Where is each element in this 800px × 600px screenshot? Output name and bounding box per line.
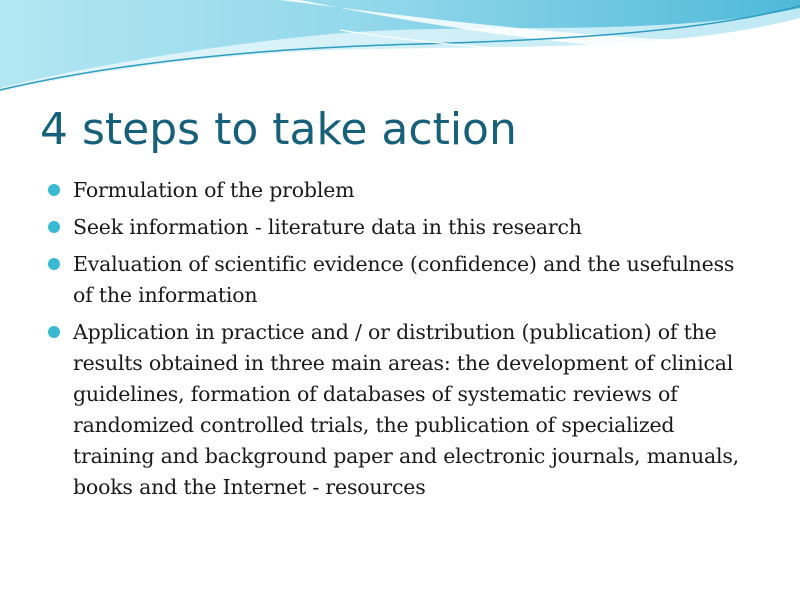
bullet-item (48, 212, 758, 243)
bullet-dot-icon (48, 326, 60, 338)
bullet-item (48, 249, 758, 311)
bullet-text: Seek information - literature data in this research (73, 215, 582, 239)
bullet-dot-icon (48, 184, 60, 196)
bullet-text: Application in practice and / or distribution (publication) of the results obtained in three main areas: the development of clinical guidelines, formation of databases of systematic reviews of randomized controlled trials, the publication of specialized training and background paper and electronic journals, manuals, books and the Internet - resources (73, 320, 739, 499)
bullet-dot-icon (48, 258, 60, 270)
bullet-item (48, 175, 758, 206)
bullet-item (48, 317, 758, 503)
bullet-text: Formulation of the problem (73, 178, 355, 202)
header-wave-decoration (0, 0, 800, 100)
bullet-list (48, 175, 758, 509)
slide-title: 4 steps to take action (40, 104, 517, 155)
bullet-dot-icon (48, 221, 60, 233)
bullet-text: Evaluation of scientific evidence (confidence) and the usefulness of the information (73, 252, 735, 307)
